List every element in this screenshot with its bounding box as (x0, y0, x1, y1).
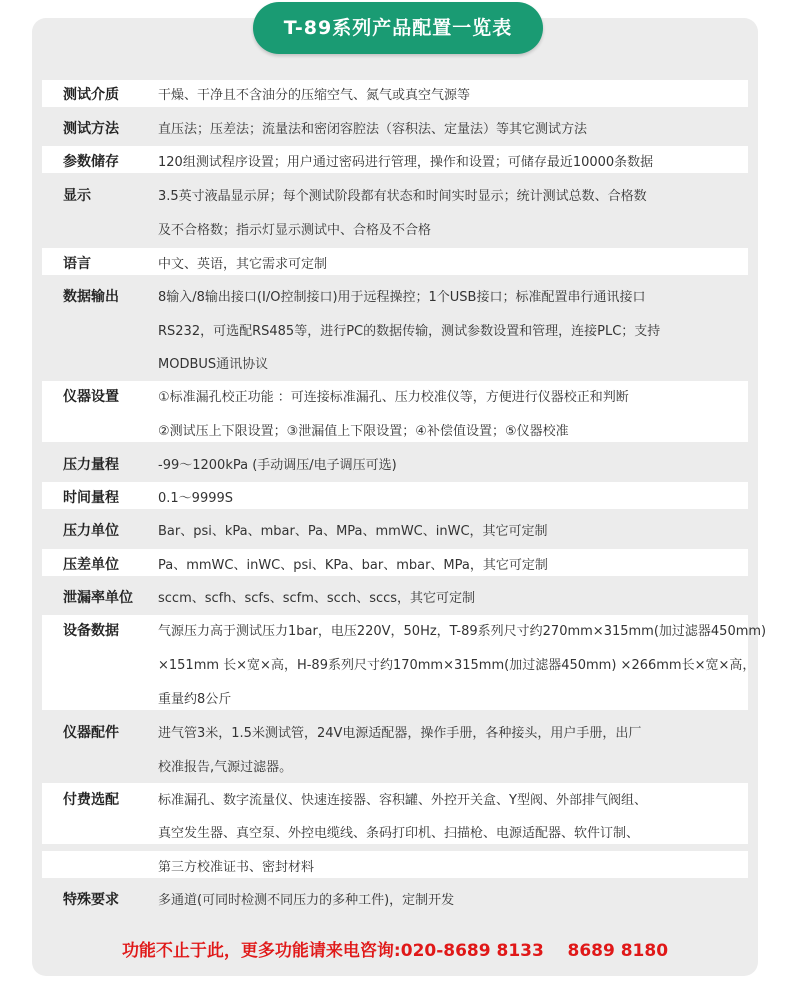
spec-row (42, 381, 748, 442)
spec-value-line: 及不合格数；指示灯显示测试中、合格及不合格 (158, 223, 432, 238)
spec-value-line: 干燥、干净且不含油分的压缩空气、氮气或真空气源等 (158, 88, 471, 103)
spec-value-line: 重量约8公斤 (158, 692, 232, 707)
spec-value-line: 120组测试程序设置；用户通过密码进行管理，操作和设置；可储存最近10000条数据 (158, 155, 654, 170)
spec-row (42, 582, 748, 609)
spec-label: 压差单位 (63, 557, 119, 573)
spec-value-line: 中文、英语，其它需求可定制 (158, 257, 328, 272)
spec-label: 时间量程 (63, 490, 119, 506)
spec-value-line: 标准漏孔、数字流量仪、快速连接器、容积罐、外控开关盒、Y型阀、外部排气阀组、 (158, 793, 647, 808)
spec-value-line: sccm、scfh、scfs、scfm、scch、sccs，其它可定制 (158, 591, 476, 606)
spec-value-line: Pa、mmWC、inWC、psi、KPa、bar、mbar、MPa，其它可定制 (158, 558, 548, 573)
spec-value-line: 校准报告,气源过滤器。 (158, 760, 293, 775)
spec-row (42, 248, 748, 275)
spec-value-line: 直压法；压差法；流量法和密闭容腔法（容积法、定量法）等其它测试方法 (158, 122, 588, 137)
page-title: T-89系列产品配置一览表 (253, 2, 543, 54)
spec-label: 仪器配件 (63, 725, 119, 741)
spec-label: 参数储存 (63, 154, 119, 170)
spec-row (42, 549, 748, 576)
spec-value-line: RS232，可选配RS485等，进行PC的数据传输，测试参数设置和管理，连接PLC；支持 (158, 324, 661, 339)
spec-row (42, 515, 748, 542)
spec-value-line: 第三方校准证书、密封材料 (158, 860, 315, 875)
spec-row (42, 482, 748, 509)
spec-row (42, 113, 748, 140)
spec-row (42, 80, 748, 107)
spec-row (42, 783, 748, 875)
spec-label: 测试介质 (63, 87, 119, 103)
spec-label: 特殊要求 (63, 892, 119, 908)
spec-label: 泄漏率单位 (63, 590, 133, 606)
spec-value-line: 0.1～9999S (158, 491, 234, 506)
spec-value-line: 真空发生器、真空泵、外控电缆线、条码打印机、扫描枪、电源适配器、软件订制、 (158, 826, 640, 841)
spec-label: 付费选配 (63, 792, 119, 808)
spec-label: 显示 (63, 188, 91, 204)
spec-row (42, 146, 748, 173)
spec-label: 数据输出 (63, 289, 119, 305)
spec-label: 压力量程 (63, 457, 119, 473)
spec-value-line: ×151mm 长×宽×高，H-89系列尺寸约170mm×315mm(加过滤器450mm) ×266mm长×宽×高， (158, 658, 756, 673)
spec-value-line: MODBUS通讯协议 (158, 357, 269, 372)
spec-row (42, 180, 748, 241)
spec-value-line: 8输入/8输出接口(I/O控制接口)用于远程操控；1个USB接口；标准配置串行通讯接口 (158, 290, 646, 305)
spec-row (42, 717, 748, 778)
spec-label: 语言 (63, 256, 91, 272)
spec-value-line: 气源压力高于测试压力1bar，电压220V，50Hz，T-89系列尺寸约270mm×315mm(加过滤器450mm) (158, 624, 767, 639)
contact-footer: 功能不止于此，更多功能请来电咨询:020-8689 8133 8689 8180 (121, 941, 669, 961)
spec-label: 压力单位 (63, 523, 119, 539)
spec-value-line: 3.5英寸液晶显示屏；每个测试阶段都有状态和时间实时显示；统计测试总数、合格数 (158, 189, 647, 204)
spec-row (42, 449, 748, 476)
spec-value-line: ②测试压上下限设置；③泄漏值上下限设置；④补偿值设置；⑤仪器校准 (158, 424, 569, 439)
spec-value-line: Bar、psi、kPa、mbar、Pa、MPa、mmWC、inWC，其它可定制 (158, 524, 548, 539)
spec-value-line: 进气管3米，1.5米测试管，24V电源适配器，操作手册，各种接头，用户手册，出厂 (158, 726, 642, 741)
spec-label: 设备数据 (63, 623, 119, 639)
spec-label: 仪器设置 (63, 389, 119, 405)
spec-label: 测试方法 (63, 121, 119, 137)
spec-row (42, 280, 748, 375)
spec-value-line: ①标准漏孔校正功能 ：可连接标准漏孔、压力校准仪等，方便进行仪器校正和判断 (158, 390, 629, 405)
spec-value-line: 多通道(可同时检测不同压力的多种工件)，定制开发 (158, 893, 455, 908)
spec-row (42, 615, 767, 710)
spec-row (42, 851, 748, 912)
spec-value-line: -99～1200kPa (手动调压/电子调压可选) (158, 458, 397, 473)
